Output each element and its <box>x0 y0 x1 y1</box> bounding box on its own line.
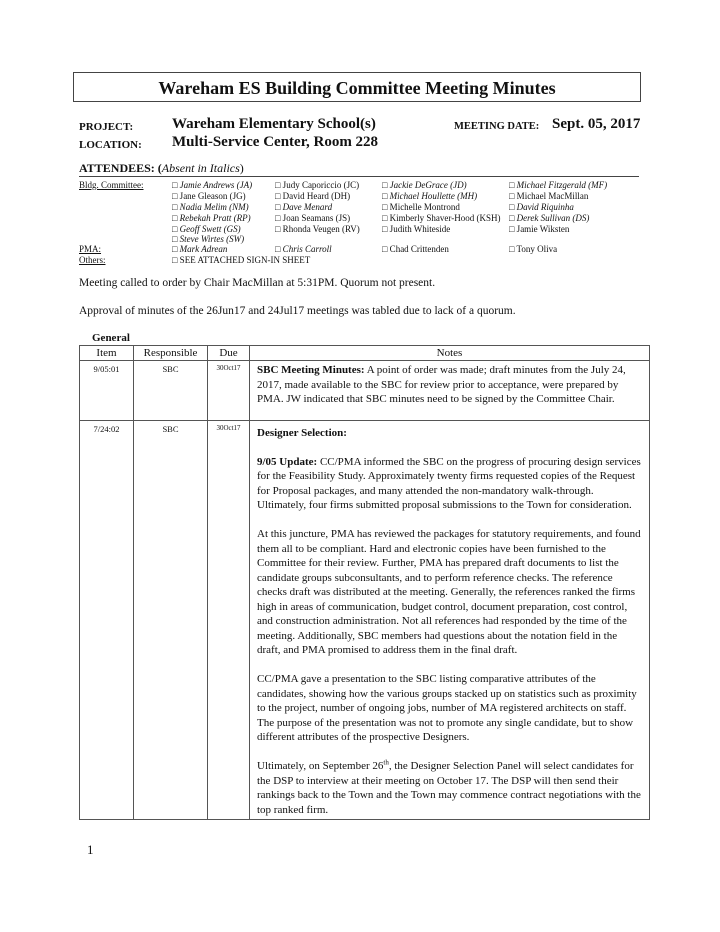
bldg-committee-label: Bldg. Committee: <box>79 180 144 190</box>
notes-cell <box>250 420 650 820</box>
note-paragraph-end: , the Designer Selection Panel will select candidates for the DSP to interview at their meeting on October 17. The DSP will then send their rankings back to the Town and the Town may commence contract negotiations with the top ranked firm. <box>257 760 641 816</box>
attendee: □ Michael Fitzgerald (MF) <box>509 180 608 190</box>
attendee: □ David Riquinha <box>509 202 574 212</box>
attendees-paren-open: ( <box>157 161 162 175</box>
project-value: Wareham Elementary School(s) <box>172 116 376 132</box>
attendee: □ Tony Oliva <box>509 244 558 254</box>
others-label: Others: <box>79 255 106 265</box>
attendee: □ Rebekah Pratt (RP) <box>172 213 251 223</box>
attendee: □ Judy Caporiccio (JC) <box>275 180 360 190</box>
column-header-item: Item <box>80 346 134 361</box>
location-label: LOCATION: <box>79 139 142 151</box>
responsible-cell: SBC <box>134 361 208 421</box>
attendee: □ Kimberly Shaver-Hood (KSH) <box>382 213 501 223</box>
attendee: □ Michael Houllette (MH) <box>382 191 478 201</box>
attendees-label: ATTENDEES: <box>79 161 155 175</box>
page-number: 1 <box>87 842 94 857</box>
pma-label: PMA: <box>79 244 102 254</box>
attendee: □ Michelle Montrond <box>382 202 460 212</box>
table-header-row <box>80 346 650 361</box>
responsible-cell: SBC <box>134 420 208 820</box>
attendee: □ Steve Wirtes (SW) <box>172 234 245 244</box>
note-heading: SBC Meeting Minutes: <box>257 364 365 376</box>
attendee: □ Geoff Swett (GS) <box>172 224 241 234</box>
attendee: □ Jamie Andrews (JA) <box>172 180 253 190</box>
due-cell: 30Oct17 <box>208 420 250 820</box>
page-title: Wareham ES Building Committee Meeting Minutes <box>158 78 556 98</box>
due-cell: 30Oct17 <box>208 361 250 421</box>
table-row <box>80 420 650 820</box>
attendee: □ Dave Menard <box>275 202 333 212</box>
attendees-paren-close: ) <box>239 161 244 175</box>
meeting-date-value: Sept. 05, 2017 <box>552 116 641 132</box>
location-value: Multi-Service Center, Room 228 <box>172 134 379 150</box>
attendee: □ Chris Carroll <box>275 244 332 254</box>
title-box <box>73 72 641 102</box>
item-cell: 7/24:02 <box>80 420 134 820</box>
note-heading: Designer Selection: <box>257 426 347 439</box>
attendees-heading <box>79 161 244 176</box>
attendee: □ Mark Adrean <box>172 244 228 254</box>
item-cell: 9/05:01 <box>80 361 134 421</box>
attendee: □ Michael MacMillan <box>509 191 589 201</box>
general-table <box>79 345 650 820</box>
attendee: □ Derek Sullivan (DS) <box>509 213 590 223</box>
meeting-date-label: MEETING DATE: <box>454 121 540 132</box>
note-paragraph: At this juncture, PMA has reviewed the packages for statutory requirements, and found them all to be compliant. Hard and electronic copies have been furnished to the Committee for their review. Further, PMA has prepared draft documents to list the candidate groups subconsultants, and to perform reference checks. The reference checks draft was distributed at the meeting. Generally, the references ranked the firms high in areas of communication, budget control, document preparation, cost control, and construction administration. Not all references had responded by the time of the meeting. Additionally, SBC members had questions about the notation field in the draft, and PMA promised to address them in the final draft. <box>257 528 641 656</box>
attendees-note: Absent in Italics <box>161 161 240 175</box>
attendee: □ David Heard (DH) <box>275 191 351 201</box>
approval-text: Approval of minutes of the 26Jun17 and 24Jul17 meetings was tabled due to lack of a quorum. <box>79 305 516 317</box>
column-header-due: Due <box>208 346 250 361</box>
update-label: 9/05 Update: <box>257 455 318 468</box>
attendee: □ Jamie Wiksten <box>509 224 570 234</box>
attendee: □ Judith Whiteside <box>382 224 451 234</box>
update-text: CC/PMA informed the SBC on the progress of procuring design services for the Feasibility Study. Approximately twenty firms requested copies of the Request for Proposal packages, and many attended the non-mandatory walk-through. Ultimately, four firms submitted proposal submissions to the Town for consideration. <box>257 455 641 511</box>
attendee: □ Jane Gleason (JG) <box>172 191 246 201</box>
attendee: □ Rhonda Veugen (RV) <box>275 224 360 234</box>
project-label: PROJECT: <box>79 121 134 133</box>
attendees-divider <box>79 176 639 177</box>
note-paragraph: CC/PMA gave a presentation to the SBC listing comparative attributes of the candidates, showing how the various groups stacked up on statistics such as proximity to the project, number of ongoing jobs, number of MA registered architects on staff. The purpose of the presentation was not to promote any single candidate, but to show different attributes of the prospective Designers. <box>257 673 637 743</box>
column-header-notes: Notes <box>250 346 650 361</box>
note-paragraph-start: Ultimately, on September 26 <box>257 760 384 772</box>
attendee: □ Joan Seamans (JS) <box>275 213 351 223</box>
call-to-order-text: Meeting called to order by Chair MacMillan at 5:31PM. Quorum not present. <box>79 277 436 289</box>
table-row <box>80 361 650 421</box>
general-heading: General <box>92 332 130 344</box>
others-value: □ SEE ATTACHED SIGN-IN SHEET <box>172 255 311 265</box>
attendee: □ Nadia Melim (NM) <box>172 202 249 212</box>
column-header-responsible: Responsible <box>134 346 208 361</box>
attendee: □ Jackie DeGrace (JD) <box>382 180 467 190</box>
attendee: □ Chad Crittenden <box>382 244 449 254</box>
ordinal-suffix: th <box>383 758 389 767</box>
note-text: A point of order was made; draft minutes from the July 24, 2017, made available to the SBC for review prior to acceptance, were prepared by PMA. JW indicated that SBC minutes need to be signed by the Committee Chair. <box>257 364 626 405</box>
notes-cell <box>250 361 650 421</box>
